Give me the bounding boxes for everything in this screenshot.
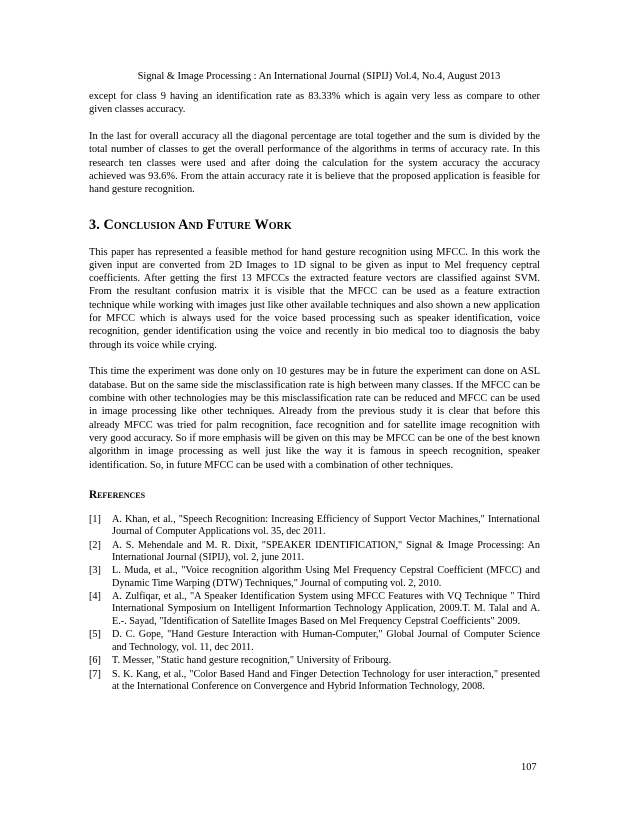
reference-text: L. Muda, et al., "Voice recognition algorithm Using Mel Frequency Cepstral Coefficient (MFCC) and Dynamic Time Warping (DTW) Techniques," Journal of computing vol. 2, 2010. [112,565,540,589]
reference-item [89,591,540,628]
reference-item [89,655,540,667]
section-heading: 3. Conclusion And Future Work [89,216,292,233]
reference-text: D. C. Gope, "Hand Gesture Interaction with Human-Computer," Global Journal of Computer Science and Technology, vol. 11, dec 2011. [112,629,540,653]
reference-number: [3] [89,565,101,577]
page-body [89,90,540,694]
references-heading: References [89,488,146,501]
reference-number: [1] [89,513,101,525]
running-header: Signal & Image Processing : An International Journal (SIPIJ) Vol.4, No.4, August 2013 [137,71,501,82]
page-number: 107 [521,762,537,773]
reference-number: [2] [89,539,101,551]
paragraph: This time the experiment was done only on 10 gestures may be in future the experiment can done on ASL database. But on the same side the misclassification rate is high between many classes. If the MFCC can be combine with other technologies may be this misclassification rate can be reduced and MFCC can be used in image processing like other techniques. Already from the previous study it is clear that before this already MFCC was tried for palm recognition, face recognition and for satellite image recognition with very good accuracy. So if more emphasis will be given on this may be MFCC can be one of the best known algorithm in image processing as well just like the way it is famous in speech recognition, speaker identification. So, in future MFCC can be used with a combination of other techniques. [89,366,540,471]
references-list [89,514,540,693]
reference-item [89,565,540,590]
reference-number: [4] [89,591,101,603]
reference-number: [7] [89,668,101,680]
reference-item [89,514,540,539]
reference-item [89,540,540,565]
paragraph: except for class 9 having an identification rate as 83.33% which is again very less as compare to other given classes accuracy. [89,91,540,116]
reference-text: T. Messer, "Static hand gesture recognition," University of Fribourg. [112,655,392,667]
reference-number: [6] [89,655,101,667]
reference-text: A. Khan, et al., "Speech Recognition: Increasing Efficiency of Support Vector Machines," International Journal of Computer Applications vol. 35, dec 2011. [112,513,540,538]
paragraph: This paper has represented a feasible method for hand gesture recognition using MFCC. In this work the given input are converted from 2D Images to 1D signal to be given as input to Mel frequency ceptral coefficients. After getting the first 13 MFCCs the extracted feature vectors are classified against SVM. From the resultant confusion matrix it is visible that the MFCC can be used as a feature extraction technique while working with images just like other available techniques and also shown a new application for MFCC which is always used for the voice based processing such as speaker identification, voice recognition, gender identification using the voice and recently in bio medical too to diagnosis the baby through its voice while crying. [89,246,540,351]
reference-number: [5] [89,629,101,641]
reference-item [89,669,540,694]
reference-text: A. S. Mehendale and M. R. Dixit, "SPEAKER IDENTIFICATION," Signal & Image Processing: An International Journal (SIPIJ), vol. 2, june 2011. [112,539,540,563]
reference-item [89,629,540,654]
reference-text: S. K. Kang, et al., "Color Based Hand and Finger Detection Technology for user interaction," presented at the International Conference on Convergence and Hybrid Information Technology, 2008. [112,668,540,692]
reference-text: A. Zulfiqar, et al., "A Speaker Identification System using MFCC Features with VQ Technique " Third International Symposium on Intelligent Informartion Technology Application, 2009.T. M. Talal and A. E.-. Sayad, "Identification of Satellite Images Based on Mel Frequency Cepstral Coefficients" 2009. [112,591,540,627]
paragraph: In the last for overall accuracy all the diagonal percentage are total together and the sum is divided by the total number of classes to get the overall performance of the algorithms in terms of accuracy rate. In this research ten classes were used and after doing the calculation for the system accuracy the accuracy achieved was 93.6%. From the attain accuracy rate it is believe that the proposed application is feasible for hand gesture recognition. [89,131,540,196]
